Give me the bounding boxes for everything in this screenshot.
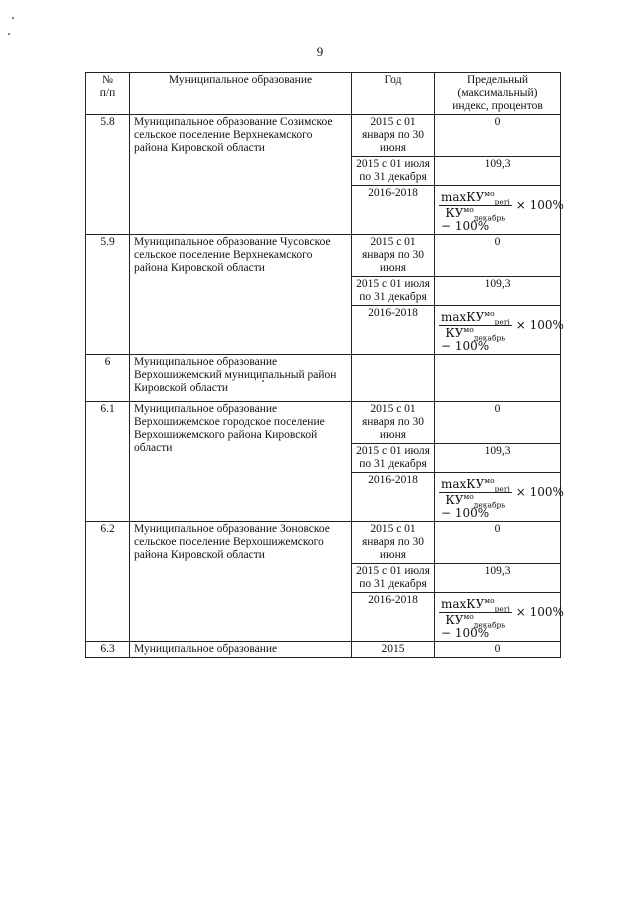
row-index	[435, 186, 564, 235]
formula-denominator	[443, 205, 507, 223]
page-number: 9	[316, 44, 324, 59]
row-number: 5.8	[86, 115, 130, 235]
row-year: 2016-2018	[352, 473, 435, 522]
formula-times: × 100%	[515, 485, 564, 499]
formula-den-sub: декабрь	[473, 333, 506, 343]
row-number: 6	[86, 355, 130, 402]
header-year: Год	[352, 73, 435, 115]
row-index	[435, 306, 564, 355]
header-municipality: Муниципальное образование	[130, 73, 352, 115]
formula-den: КУ	[445, 613, 464, 627]
row-number: 5.9	[86, 235, 130, 355]
formula-den: КУ	[445, 493, 464, 507]
formula-minus: − 100%	[441, 506, 490, 520]
table-header-row	[86, 73, 561, 115]
formula-numerator	[439, 478, 512, 493]
row-year: 2015 с 01 июля по 31 декабря	[352, 444, 435, 473]
row-index	[435, 473, 564, 522]
table-row	[86, 115, 561, 157]
row-index: 0	[435, 402, 561, 444]
row-municipality: Муниципальное образование Чусовское сельское поселение Верхнекамского района Кировской области	[130, 235, 352, 355]
row-year	[352, 355, 435, 402]
formula-sub: perj	[494, 604, 510, 614]
index-formula	[439, 474, 564, 520]
formula-den-sup: мо	[463, 205, 474, 214]
row-number: 6.2	[86, 522, 130, 642]
formula-max: maxКУ	[441, 477, 485, 491]
formula-fraction	[439, 309, 512, 343]
scan-speck	[12, 17, 14, 19]
formula-times: × 100%	[515, 198, 564, 212]
formula-den-sub: декабрь	[473, 620, 506, 630]
row-year: 2015 с 01 января по 30 июня	[352, 115, 435, 157]
index-formula	[439, 187, 564, 233]
formula-max: maxКУ	[441, 310, 485, 324]
formula-den-sup: мо	[463, 612, 474, 621]
row-municipality: Муниципальное образование Верхошижемский муниципальный район Кировской области	[130, 355, 352, 402]
formula-denominator	[443, 325, 507, 343]
scan-speck	[8, 33, 10, 35]
row-index: 0	[435, 115, 561, 157]
formula-sub: perj	[494, 197, 510, 207]
formula-denominator	[443, 612, 507, 630]
formula-den-sub: декабрь	[473, 500, 506, 510]
row-index	[435, 593, 564, 642]
row-year: 2015 с 01 января по 30 июня	[352, 235, 435, 277]
formula-sup: мо	[484, 309, 495, 318]
row-year: 2015 с 01 июля по 31 декабря	[352, 157, 435, 186]
row-year: 2015	[352, 642, 435, 658]
row-year: 2015 с 01 января по 30 июня	[352, 522, 435, 564]
formula-den: КУ	[445, 206, 464, 220]
formula-times: × 100%	[515, 605, 564, 619]
row-year: 2016-2018	[352, 186, 435, 235]
index-formula	[439, 307, 564, 353]
formula-den: КУ	[445, 326, 464, 340]
row-municipality: Муниципальное образование Созимское сельское поселение Верхнекамского района Кировской области	[130, 115, 352, 235]
formula-sup: мо	[484, 596, 495, 605]
formula-sub: perj	[494, 317, 510, 327]
formula-minus: − 100%	[441, 626, 490, 640]
formula-sub: perj	[494, 484, 510, 494]
formula-line	[439, 474, 564, 510]
row-municipality: Муниципальное образование Зоновское сельское поселение Верхошижемского района Кировской области	[130, 522, 352, 642]
table-row	[86, 235, 561, 277]
formula-den-sup: мо	[463, 325, 474, 334]
row-year: 2016-2018	[352, 593, 435, 642]
formula-max: maxКУ	[441, 190, 485, 204]
formula-times: × 100%	[515, 318, 564, 332]
row-index	[435, 355, 561, 402]
formula-numerator	[439, 598, 512, 613]
row-index: 0	[435, 522, 561, 564]
formula-minus: − 100%	[441, 339, 490, 353]
row-year: 2015 с 01 января по 30 июня	[352, 402, 435, 444]
formula-fraction	[439, 596, 512, 630]
formula-denominator	[443, 492, 507, 510]
formula-den-sub: декабрь	[473, 213, 506, 223]
row-year: 2016-2018	[352, 306, 435, 355]
row-number: 6.1	[86, 402, 130, 522]
formula-fraction	[439, 189, 512, 223]
table-row	[86, 402, 561, 444]
formula-sup: мо	[484, 189, 495, 198]
formula-fraction	[439, 476, 512, 510]
header-num: № п/п	[86, 73, 130, 115]
row-year: 2015 с 01 июля по 31 декабря	[352, 277, 435, 306]
formula-den-sup: мо	[463, 492, 474, 501]
index-formula	[439, 594, 564, 640]
row-index: 109,3	[435, 277, 561, 306]
row-number: 6.3	[86, 642, 130, 658]
row-index: 109,3	[435, 157, 561, 186]
row-index: 109,3	[435, 444, 561, 473]
row-municipality: Муниципальное образование	[130, 642, 352, 658]
row-index: 109,3	[435, 564, 561, 593]
table-row	[86, 355, 561, 402]
formula-numerator	[439, 191, 512, 206]
formula-line	[439, 187, 564, 223]
table-body	[86, 115, 564, 658]
formula-sup: мо	[484, 476, 495, 485]
formula-max: maxКУ	[441, 597, 485, 611]
formula-line	[439, 307, 564, 343]
formula-numerator	[439, 311, 512, 326]
row-index: 0	[435, 235, 561, 277]
formula-line	[439, 594, 564, 630]
table-row	[86, 642, 561, 658]
formula-minus: − 100%	[441, 219, 490, 233]
row-year: 2015 с 01 июля по 31 декабря	[352, 564, 435, 593]
table-row	[86, 522, 561, 564]
row-municipality: Муниципальное образование Верхошижемское городское поселение Верхошижемского района Кировской области	[130, 402, 352, 522]
row-index: 0	[435, 642, 561, 658]
index-table	[85, 72, 564, 658]
header-index: Предельный (максимальный) индекс, процентов	[435, 73, 561, 115]
